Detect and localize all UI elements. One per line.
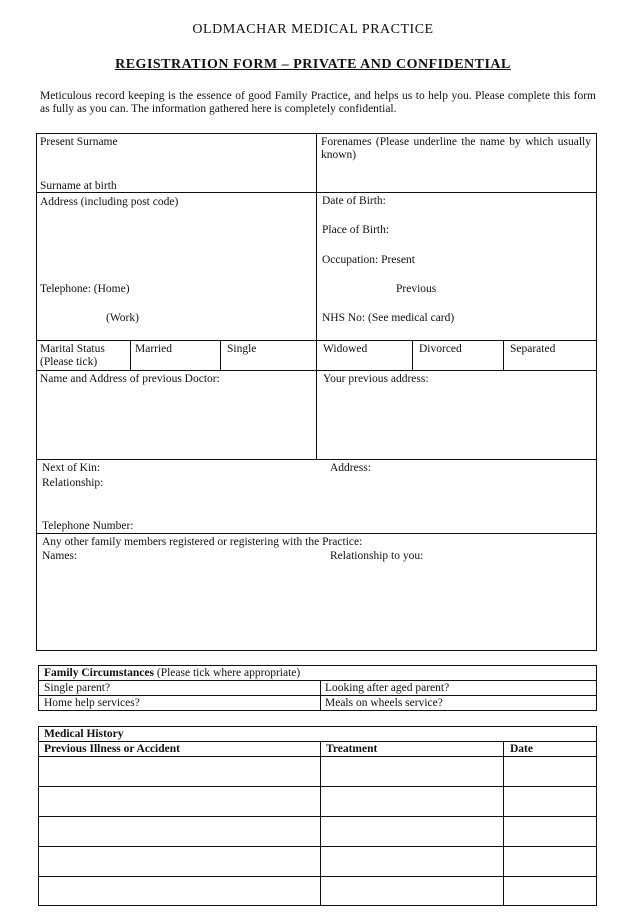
- family-names-label: Names:: [42, 550, 78, 562]
- divider: [503, 340, 504, 370]
- divider: [36, 459, 597, 460]
- divider: [36, 340, 597, 341]
- divider: [503, 741, 504, 906]
- marital-option-separated[interactable]: Separated: [510, 343, 556, 355]
- next-of-kin-label: Next of Kin:: [42, 462, 101, 474]
- marital-option-married[interactable]: Married: [135, 343, 173, 355]
- divider: [320, 741, 321, 906]
- divider: [38, 756, 597, 757]
- previous-doctor-label: Name and Address of previous Doctor:: [40, 373, 220, 385]
- family-circumstances-heading: [44, 667, 300, 680]
- medical-history-title: Medical History: [44, 728, 124, 740]
- divider: [316, 133, 317, 459]
- divider: [38, 816, 597, 817]
- divider: [130, 340, 131, 370]
- dob-label: Date of Birth:: [322, 195, 386, 207]
- surname-at-birth-label: Surname at birth: [40, 180, 117, 192]
- divider: [38, 786, 597, 787]
- divider: [38, 876, 597, 877]
- divider: [38, 695, 597, 696]
- kin-relationship-label: Relationship:: [42, 477, 104, 489]
- aged-parent-option[interactable]: Looking after aged parent?: [325, 682, 450, 694]
- divider: [36, 370, 597, 371]
- divider: [36, 192, 597, 193]
- divider: [38, 680, 597, 681]
- marital-option-widowed[interactable]: Widowed: [323, 343, 368, 355]
- column-header-treatment: Treatment: [326, 743, 378, 755]
- column-header-date: Date: [510, 743, 533, 755]
- nhs-number-label: NHS No: (See medical card): [322, 312, 455, 324]
- divider: [320, 680, 321, 711]
- telephone-work-label: (Work): [106, 312, 139, 324]
- family-circumstances-title: Family Circumstances: [44, 667, 154, 679]
- occupation-previous-label: Previous: [396, 283, 437, 295]
- intro-text: Meticulous record keeping is the essence of good Family Practice, and helps us to help you. Please complete this form as fully as you can. The information gathered here is completely confidential.: [40, 90, 596, 115]
- single-parent-option[interactable]: Single parent?: [44, 682, 111, 694]
- home-help-option[interactable]: Home help services?: [44, 697, 140, 709]
- divider: [38, 846, 597, 847]
- family-circumstances-note: (Please tick where appropriate): [156, 667, 301, 679]
- telephone-home-label: Telephone: (Home): [40, 283, 130, 295]
- place-of-birth-label: Place of Birth:: [322, 224, 390, 236]
- meals-on-wheels-option[interactable]: Meals on wheels service?: [325, 697, 443, 709]
- divider: [220, 340, 221, 370]
- divider: [38, 741, 597, 742]
- occupation-present-label: Occupation: Present: [322, 254, 415, 266]
- divider: [412, 340, 413, 370]
- practice-name: OLDMACHAR MEDICAL PRACTICE: [192, 22, 434, 37]
- marital-status-label: Marital Status (Please tick): [40, 343, 105, 368]
- marital-option-single[interactable]: Single: [227, 343, 257, 355]
- family-members-prompt: Any other family members registered or registering with the Practice:: [42, 536, 363, 548]
- address-label: Address (including post code): [40, 196, 179, 208]
- kin-telephone-label: Telephone Number:: [42, 520, 134, 532]
- present-surname-label: Present Surname: [40, 136, 118, 148]
- marital-option-divorced[interactable]: Divorced: [419, 343, 462, 355]
- forenames-label: Forenames (Please underline the name by which usually known): [321, 136, 591, 161]
- divider: [36, 533, 597, 534]
- column-header-illness: Previous Illness or Accident: [44, 743, 180, 755]
- kin-address-label: Address:: [330, 462, 371, 474]
- form-title: REGISTRATION FORM – PRIVATE AND CONFIDENTIAL: [115, 57, 511, 72]
- family-relationship-label: Relationship to you:: [330, 550, 424, 562]
- previous-address-label: Your previous address:: [323, 373, 429, 385]
